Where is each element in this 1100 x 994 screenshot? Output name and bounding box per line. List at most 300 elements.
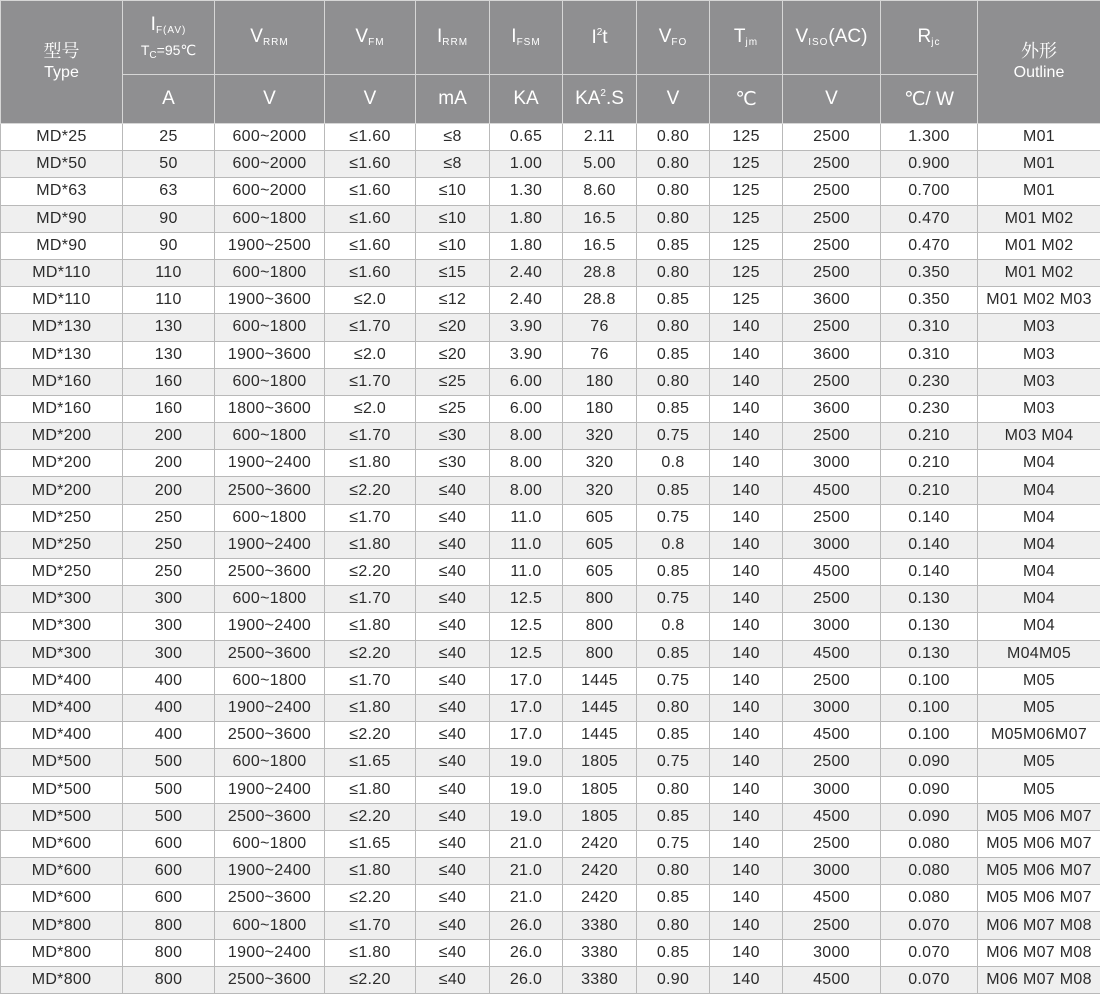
cell-tjm: 125	[710, 287, 783, 314]
cell-type: MD*600	[1, 858, 123, 885]
cell-ifsm: 11.0	[490, 504, 563, 531]
cell-if-av: 250	[123, 559, 215, 586]
cell-vrrm: 600~1800	[215, 368, 325, 395]
cell-vfo: 0.80	[637, 694, 710, 721]
cell-i2t: 16.5	[563, 205, 637, 232]
cell-i2t: 3380	[563, 966, 637, 993]
cell-type: MD*200	[1, 423, 123, 450]
cell-viso: 2500	[783, 205, 881, 232]
cell-i2t: 320	[563, 477, 637, 504]
cell-vrrm: 600~1800	[215, 586, 325, 613]
cell-type: MD*300	[1, 640, 123, 667]
header-viso	[783, 1, 881, 75]
cell-viso: 3000	[783, 450, 881, 477]
cell-ifsm: 3.90	[490, 314, 563, 341]
cell-rjc: 0.100	[881, 722, 978, 749]
cell-i2t: 1805	[563, 803, 637, 830]
header-tc-main: T	[141, 42, 150, 58]
cell-vfm: ≤1.65	[325, 749, 416, 776]
unit-ifsm: KA	[490, 75, 563, 124]
cell-vfm: ≤1.80	[325, 776, 416, 803]
cell-ifsm: 1.80	[490, 205, 563, 232]
cell-tjm: 140	[710, 803, 783, 830]
table-row	[1, 966, 1100, 993]
cell-outline: M03	[978, 368, 1100, 395]
table-header	[1, 1, 1100, 124]
header-outline-cn: 外形	[978, 41, 1100, 62]
cell-irrm: ≤30	[416, 450, 490, 477]
header-tc	[123, 42, 214, 62]
cell-vfm: ≤1.70	[325, 504, 416, 531]
table-row	[1, 559, 1100, 586]
cell-type: MD*400	[1, 694, 123, 721]
cell-i2t: 180	[563, 368, 637, 395]
cell-vfm: ≤2.0	[325, 395, 416, 422]
table-row	[1, 232, 1100, 259]
unit-tjm: ℃	[710, 75, 783, 124]
cell-viso: 4500	[783, 885, 881, 912]
cell-vrrm: 1900~2400	[215, 613, 325, 640]
cell-if-av: 400	[123, 722, 215, 749]
cell-vfm: ≤2.20	[325, 640, 416, 667]
cell-vfm: ≤2.20	[325, 559, 416, 586]
unit-irrm: mA	[416, 75, 490, 124]
cell-ifsm: 17.0	[490, 667, 563, 694]
cell-tjm: 125	[710, 124, 783, 151]
header-outline	[978, 1, 1100, 124]
cell-i2t: 3380	[563, 939, 637, 966]
cell-outline: M03 M04	[978, 423, 1100, 450]
unit-i2t-tail: .S	[606, 88, 624, 109]
cell-viso: 2500	[783, 504, 881, 531]
header-vfo	[637, 1, 710, 75]
header-if-av	[123, 1, 215, 75]
cell-i2t: 320	[563, 450, 637, 477]
cell-irrm: ≤8	[416, 151, 490, 178]
cell-irrm: ≤10	[416, 205, 490, 232]
cell-i2t: 3380	[563, 912, 637, 939]
cell-viso: 2500	[783, 124, 881, 151]
table-row	[1, 722, 1100, 749]
cell-vfo: 0.80	[637, 858, 710, 885]
cell-viso: 2500	[783, 667, 881, 694]
cell-irrm: ≤40	[416, 858, 490, 885]
table-row	[1, 694, 1100, 721]
cell-irrm: ≤40	[416, 694, 490, 721]
cell-outline: M05 M06 M07	[978, 885, 1100, 912]
cell-i2t: 28.8	[563, 259, 637, 286]
cell-irrm: ≤40	[416, 830, 490, 857]
cell-vfm: ≤1.60	[325, 151, 416, 178]
cell-i2t: 180	[563, 395, 637, 422]
cell-vrrm: 1900~2400	[215, 450, 325, 477]
cell-tjm: 140	[710, 423, 783, 450]
cell-irrm: ≤25	[416, 395, 490, 422]
header-vrrm	[215, 1, 325, 75]
cell-vrrm: 2500~3600	[215, 477, 325, 504]
cell-vrrm: 600~1800	[215, 423, 325, 450]
table-row	[1, 151, 1100, 178]
cell-rjc: 0.100	[881, 667, 978, 694]
cell-tjm: 140	[710, 939, 783, 966]
cell-vfm: ≤1.65	[325, 830, 416, 857]
cell-i2t: 800	[563, 586, 637, 613]
cell-viso: 4500	[783, 640, 881, 667]
cell-vfo: 0.8	[637, 613, 710, 640]
cell-outline: M04	[978, 477, 1100, 504]
cell-irrm: ≤15	[416, 259, 490, 286]
header-rjc-main: R	[918, 26, 932, 47]
header-tc-value: =95℃	[157, 42, 196, 58]
cell-vfm: ≤1.70	[325, 314, 416, 341]
cell-vfo: 0.80	[637, 124, 710, 151]
cell-vrrm: 2500~3600	[215, 559, 325, 586]
cell-if-av: 63	[123, 178, 215, 205]
cell-i2t: 2420	[563, 830, 637, 857]
cell-i2t: 1805	[563, 776, 637, 803]
cell-ifsm: 1.80	[490, 232, 563, 259]
cell-type: MD*110	[1, 287, 123, 314]
cell-viso: 3000	[783, 858, 881, 885]
cell-i2t: 605	[563, 531, 637, 558]
cell-vfo: 0.75	[637, 423, 710, 450]
header-tjm-sub: jm	[746, 37, 759, 48]
cell-rjc: 0.140	[881, 504, 978, 531]
cell-outline: M03	[978, 395, 1100, 422]
cell-viso: 3000	[783, 939, 881, 966]
cell-vrrm: 600~1800	[215, 830, 325, 857]
cell-vrrm: 1900~3600	[215, 287, 325, 314]
cell-if-av: 160	[123, 395, 215, 422]
cell-if-av: 300	[123, 613, 215, 640]
cell-ifsm: 6.00	[490, 395, 563, 422]
cell-vfo: 0.85	[637, 287, 710, 314]
cell-type: MD*400	[1, 722, 123, 749]
cell-vfm: ≤1.60	[325, 232, 416, 259]
cell-viso: 2500	[783, 178, 881, 205]
cell-type: MD*160	[1, 368, 123, 395]
header-rjc-sub: jc	[931, 37, 940, 48]
cell-vfo: 0.85	[637, 232, 710, 259]
cell-if-av: 400	[123, 694, 215, 721]
cell-i2t: 2.11	[563, 124, 637, 151]
cell-vfo: 0.85	[637, 559, 710, 586]
cell-vfo: 0.80	[637, 205, 710, 232]
cell-irrm: ≤40	[416, 640, 490, 667]
cell-tjm: 125	[710, 151, 783, 178]
cell-vfm: ≤1.70	[325, 586, 416, 613]
cell-outline: M03	[978, 314, 1100, 341]
cell-rjc: 0.140	[881, 531, 978, 558]
cell-type: MD*250	[1, 531, 123, 558]
cell-if-av: 130	[123, 341, 215, 368]
unit-vrrm: V	[215, 75, 325, 124]
cell-i2t: 2420	[563, 885, 637, 912]
cell-rjc: 0.100	[881, 694, 978, 721]
cell-vfm: ≤1.60	[325, 205, 416, 232]
cell-ifsm: 19.0	[490, 776, 563, 803]
table-row	[1, 586, 1100, 613]
cell-vfm: ≤2.20	[325, 966, 416, 993]
header-vfm-sub: FM	[368, 37, 384, 48]
cell-vfo: 0.85	[637, 477, 710, 504]
cell-ifsm: 17.0	[490, 694, 563, 721]
cell-vfo: 0.8	[637, 450, 710, 477]
cell-vfo: 0.85	[637, 722, 710, 749]
cell-if-av: 800	[123, 939, 215, 966]
cell-vrrm: 600~1800	[215, 314, 325, 341]
cell-vrrm: 1900~2400	[215, 858, 325, 885]
cell-i2t: 1445	[563, 667, 637, 694]
cell-outline: M04	[978, 504, 1100, 531]
table-row	[1, 205, 1100, 232]
cell-type: MD*25	[1, 124, 123, 151]
cell-ifsm: 11.0	[490, 559, 563, 586]
header-outline-en: Outline	[978, 64, 1100, 82]
cell-vrrm: 600~2000	[215, 151, 325, 178]
cell-rjc: 0.700	[881, 178, 978, 205]
cell-viso: 3000	[783, 694, 881, 721]
cell-irrm: ≤40	[416, 749, 490, 776]
cell-vrrm: 600~1800	[215, 912, 325, 939]
cell-ifsm: 19.0	[490, 749, 563, 776]
cell-rjc: 0.470	[881, 205, 978, 232]
cell-rjc: 0.070	[881, 966, 978, 993]
unit-i2t-sup: 2	[600, 88, 606, 99]
cell-vfm: ≤1.70	[325, 423, 416, 450]
cell-viso: 3000	[783, 613, 881, 640]
cell-viso: 4500	[783, 803, 881, 830]
cell-tjm: 140	[710, 912, 783, 939]
cell-vfo: 0.75	[637, 749, 710, 776]
cell-tjm: 125	[710, 232, 783, 259]
table-row	[1, 830, 1100, 857]
cell-if-av: 50	[123, 151, 215, 178]
cell-tjm: 140	[710, 504, 783, 531]
cell-vrrm: 2500~3600	[215, 885, 325, 912]
cell-vrrm: 600~1800	[215, 749, 325, 776]
unit-rjc: ℃/ W	[881, 75, 978, 124]
cell-viso: 2500	[783, 314, 881, 341]
header-i2t-main: I	[591, 27, 596, 48]
cell-outline: M04	[978, 559, 1100, 586]
cell-tjm: 125	[710, 259, 783, 286]
cell-type: MD*90	[1, 232, 123, 259]
cell-vfm: ≤1.80	[325, 450, 416, 477]
cell-vfm: ≤2.20	[325, 722, 416, 749]
cell-vfm: ≤2.0	[325, 287, 416, 314]
cell-outline: M05	[978, 694, 1100, 721]
cell-ifsm: 12.5	[490, 640, 563, 667]
cell-vfm: ≤2.20	[325, 885, 416, 912]
cell-vfm: ≤2.0	[325, 341, 416, 368]
cell-if-av: 300	[123, 640, 215, 667]
cell-viso: 2500	[783, 912, 881, 939]
cell-type: MD*90	[1, 205, 123, 232]
cell-i2t: 8.60	[563, 178, 637, 205]
cell-vfo: 0.80	[637, 912, 710, 939]
table-row	[1, 395, 1100, 422]
table-row	[1, 477, 1100, 504]
cell-outline: M05	[978, 667, 1100, 694]
cell-rjc: 0.310	[881, 341, 978, 368]
header-vrrm-main: V	[250, 26, 263, 47]
cell-type: MD*130	[1, 314, 123, 341]
cell-type: MD*250	[1, 504, 123, 531]
header-vrrm-sub: RRM	[263, 37, 289, 48]
cell-outline: M01	[978, 124, 1100, 151]
header-viso-sub: ISO	[808, 37, 828, 48]
table-row	[1, 450, 1100, 477]
table-row	[1, 259, 1100, 286]
cell-outline: M01	[978, 178, 1100, 205]
cell-tjm: 140	[710, 966, 783, 993]
cell-outline: M01 M02 M03	[978, 287, 1100, 314]
cell-type: MD*600	[1, 885, 123, 912]
header-tjm-main: T	[734, 26, 746, 47]
cell-outline: M05 M06 M07	[978, 858, 1100, 885]
cell-viso: 2500	[783, 232, 881, 259]
cell-outline: M05M06M07	[978, 722, 1100, 749]
cell-outline: M04	[978, 586, 1100, 613]
cell-outline: M05	[978, 776, 1100, 803]
cell-vrrm: 1900~2400	[215, 694, 325, 721]
cell-irrm: ≤40	[416, 885, 490, 912]
cell-i2t: 605	[563, 504, 637, 531]
cell-tjm: 140	[710, 640, 783, 667]
cell-viso: 4500	[783, 477, 881, 504]
cell-rjc: 0.080	[881, 858, 978, 885]
cell-outline: M01 M02	[978, 205, 1100, 232]
cell-rjc: 0.080	[881, 830, 978, 857]
cell-tjm: 140	[710, 885, 783, 912]
cell-type: MD*250	[1, 559, 123, 586]
table-row	[1, 613, 1100, 640]
cell-if-av: 160	[123, 368, 215, 395]
cell-i2t: 76	[563, 314, 637, 341]
cell-outline: M06 M07 M08	[978, 966, 1100, 993]
table-row	[1, 939, 1100, 966]
cell-type: MD*800	[1, 966, 123, 993]
cell-viso: 2500	[783, 368, 881, 395]
table-row	[1, 314, 1100, 341]
cell-if-av: 200	[123, 477, 215, 504]
cell-i2t: 28.8	[563, 287, 637, 314]
cell-outline: M04	[978, 531, 1100, 558]
cell-vfo: 0.85	[637, 640, 710, 667]
cell-vfm: ≤1.70	[325, 912, 416, 939]
cell-ifsm: 1.00	[490, 151, 563, 178]
cell-irrm: ≤20	[416, 341, 490, 368]
cell-if-av: 800	[123, 966, 215, 993]
cell-outline: M01 M02	[978, 232, 1100, 259]
cell-rjc: 0.090	[881, 776, 978, 803]
cell-tjm: 140	[710, 559, 783, 586]
table-row	[1, 776, 1100, 803]
cell-irrm: ≤40	[416, 504, 490, 531]
cell-if-av: 200	[123, 450, 215, 477]
cell-if-av: 600	[123, 830, 215, 857]
table-row	[1, 531, 1100, 558]
cell-vrrm: 1800~3600	[215, 395, 325, 422]
table-row	[1, 667, 1100, 694]
cell-if-av: 90	[123, 205, 215, 232]
cell-type: MD*300	[1, 586, 123, 613]
cell-rjc: 0.350	[881, 287, 978, 314]
cell-ifsm: 2.40	[490, 287, 563, 314]
cell-vfm: ≤1.80	[325, 531, 416, 558]
header-type	[1, 1, 123, 124]
header-type-cn: 型号	[1, 41, 122, 62]
header-irrm	[416, 1, 490, 75]
cell-vfo: 0.85	[637, 885, 710, 912]
cell-type: MD*200	[1, 477, 123, 504]
cell-vfm: ≤1.80	[325, 613, 416, 640]
cell-ifsm: 8.00	[490, 423, 563, 450]
header-tjm	[710, 1, 783, 75]
cell-rjc: 0.230	[881, 395, 978, 422]
table-row	[1, 287, 1100, 314]
table-body	[1, 124, 1100, 994]
cell-outline: M04	[978, 613, 1100, 640]
cell-vrrm: 600~2000	[215, 178, 325, 205]
cell-ifsm: 21.0	[490, 885, 563, 912]
cell-rjc: 0.230	[881, 368, 978, 395]
cell-tjm: 140	[710, 450, 783, 477]
cell-rjc: 0.130	[881, 640, 978, 667]
cell-vfm: ≤2.20	[325, 477, 416, 504]
cell-irrm: ≤8	[416, 124, 490, 151]
table-row	[1, 885, 1100, 912]
cell-rjc: 0.130	[881, 586, 978, 613]
cell-ifsm: 8.00	[490, 450, 563, 477]
cell-type: MD*160	[1, 395, 123, 422]
cell-tjm: 140	[710, 586, 783, 613]
cell-outline: M04	[978, 450, 1100, 477]
cell-outline: M03	[978, 341, 1100, 368]
cell-irrm: ≤40	[416, 912, 490, 939]
header-viso-tail: (AC)	[828, 26, 867, 47]
cell-irrm: ≤40	[416, 667, 490, 694]
header-i2t	[563, 1, 637, 75]
cell-vrrm: 2500~3600	[215, 722, 325, 749]
cell-vfo: 0.85	[637, 395, 710, 422]
cell-vrrm: 600~1800	[215, 667, 325, 694]
cell-if-av: 500	[123, 749, 215, 776]
header-vfo-sub: FO	[671, 37, 687, 48]
cell-viso: 2500	[783, 151, 881, 178]
header-ifsm	[490, 1, 563, 75]
cell-vfo: 0.85	[637, 803, 710, 830]
cell-i2t: 800	[563, 640, 637, 667]
cell-ifsm: 0.65	[490, 124, 563, 151]
cell-type: MD*50	[1, 151, 123, 178]
cell-ifsm: 11.0	[490, 531, 563, 558]
cell-if-av: 200	[123, 423, 215, 450]
table-row	[1, 341, 1100, 368]
cell-vfo: 0.80	[637, 776, 710, 803]
header-if-sub: F(AV)	[156, 25, 186, 36]
cell-vfo: 0.80	[637, 178, 710, 205]
cell-vfo: 0.75	[637, 586, 710, 613]
cell-rjc: 0.210	[881, 423, 978, 450]
header-tc-sub: C	[149, 50, 156, 61]
cell-tjm: 140	[710, 368, 783, 395]
cell-rjc: 0.210	[881, 450, 978, 477]
cell-vfm: ≤2.20	[325, 803, 416, 830]
cell-ifsm: 21.0	[490, 830, 563, 857]
cell-irrm: ≤40	[416, 722, 490, 749]
